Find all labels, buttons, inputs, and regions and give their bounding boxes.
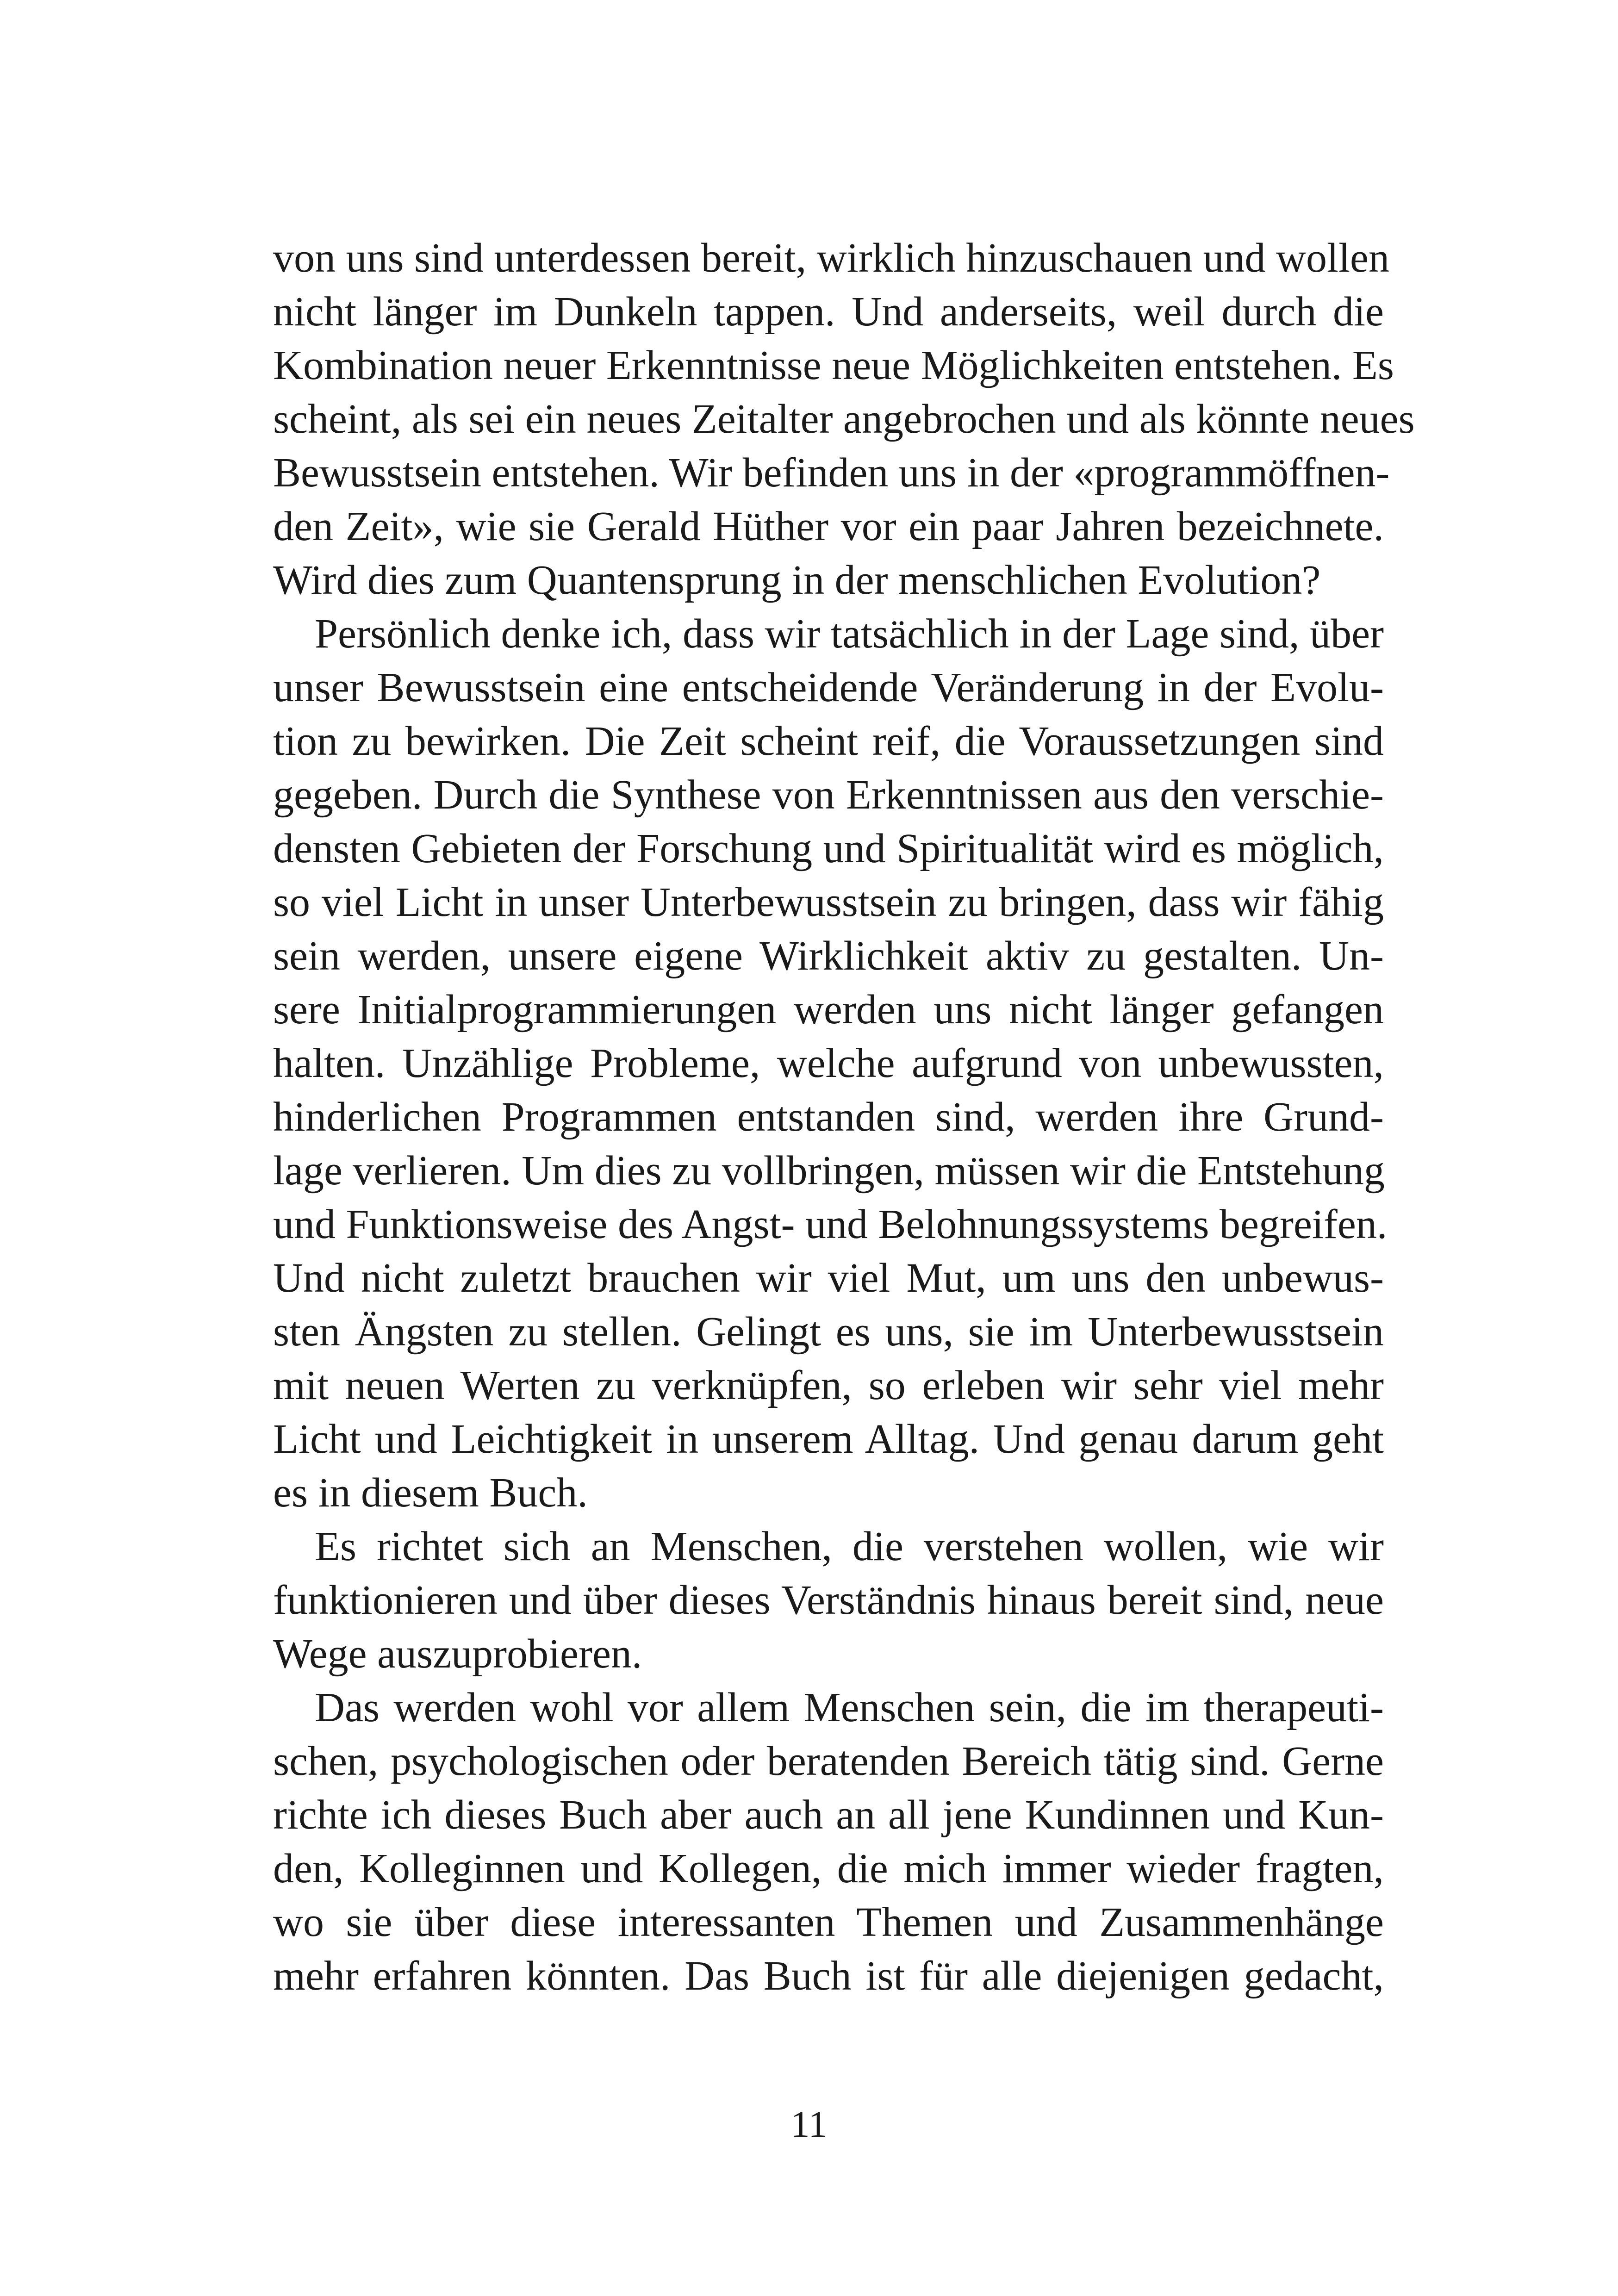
- text-line: und Funktionsweise des Angst- und Belohnungssystems begreifen.: [273, 1201, 1388, 1247]
- text-line: schen, psychologischen oder beratenden Bereich tätig sind. Gerne: [273, 1738, 1384, 1784]
- text-line: nicht länger im Dunkeln tappen. Und anderseits, weil durch die: [273, 289, 1384, 335]
- text-line: von uns sind unterdessen bereit, wirklich hinzuschauen und wollen: [273, 235, 1389, 281]
- page-number: 11: [790, 2103, 828, 2145]
- text-line: Licht und Leichtigkeit in unserem Alltag. Und genau darum geht: [273, 1416, 1384, 1462]
- text-line: funktionieren und über dieses Verständnis hinaus bereit sind, neue: [273, 1577, 1384, 1623]
- text-line: sten Ängsten zu stellen. Gelingt es uns, sie im Unterbewusstsein: [273, 1309, 1384, 1355]
- text-line: Wege auszuprobieren.: [273, 1631, 642, 1677]
- text-line: Wird dies zum Quantensprung in der menschlichen Evolution?: [273, 557, 1321, 603]
- text-line: wo sie über diese interessanten Themen und Zusammenhänge: [273, 1899, 1384, 1945]
- text-line: Das werden wohl vor allem Menschen sein, die im therapeuti-: [315, 1685, 1384, 1730]
- text-line: Persönlich denke ich, dass wir tatsächlich in der Lage sind, über: [315, 611, 1384, 657]
- text-line: Bewusstsein entstehen. Wir befinden uns in der «programmöffnen-: [273, 450, 1390, 496]
- text-line: sein werden, unsere eigene Wirklichkeit aktiv zu gestalten. Un-: [273, 933, 1384, 979]
- text-line: hinderlichen Programmen entstanden sind, werden ihre Grund-: [273, 1094, 1384, 1140]
- text-line: es in diesem Buch.: [273, 1470, 588, 1516]
- text-line: densten Gebieten der Forschung und Spiritualität wird es möglich,: [273, 826, 1384, 871]
- text-line: tion zu bewirken. Die Zeit scheint reif, die Voraussetzungen sind: [273, 718, 1384, 764]
- text-line: Es richtet sich an Menschen, die verstehen wollen, wie wir: [315, 1524, 1384, 1569]
- text-line: den Zeit», wie sie Gerald Hüther vor ein paar Jahren bezeichnete.: [273, 504, 1384, 549]
- body-text: [273, 231, 1415, 2003]
- text-line: mit neuen Werten zu verknüpfen, so erleben wir sehr viel mehr: [273, 1363, 1384, 1408]
- text-line: lage verlieren. Um dies zu vollbringen, müssen wir die Entstehung: [273, 1148, 1385, 1194]
- text-line: richte ich dieses Buch aber auch an all jene Kundinnen und Kun-: [273, 1792, 1384, 1838]
- text-line: halten. Unzählige Probleme, welche aufgrund von unbewussten,: [273, 1040, 1384, 1086]
- text-line: so viel Licht in unser Unterbewusstsein zu bringen, dass wir fähig: [273, 879, 1384, 925]
- text-line: sere Initialprogrammierungen werden uns nicht länger gefangen: [273, 987, 1384, 1033]
- text-line: mehr erfahren könnten. Das Buch ist für alle diejenigen gedacht,: [273, 1953, 1384, 1999]
- text-line: Kombination neuer Erkenntnisse neue Möglichkeiten entstehen. Es: [273, 342, 1394, 388]
- text-line: den, Kolleginnen und Kollegen, die mich immer wieder fragten,: [273, 1846, 1384, 1892]
- text-line: Und nicht zuletzt brauchen wir viel Mut, um uns den unbewus-: [273, 1255, 1384, 1301]
- text-line: scheint, als sei ein neues Zeitalter angebrochen und als könnte neues: [273, 396, 1415, 442]
- text-line: unser Bewusstsein eine entscheidende Veränderung in der Evolu-: [273, 665, 1384, 710]
- text-line: gegeben. Durch die Synthese von Erkenntnissen aus den verschie-: [273, 772, 1384, 818]
